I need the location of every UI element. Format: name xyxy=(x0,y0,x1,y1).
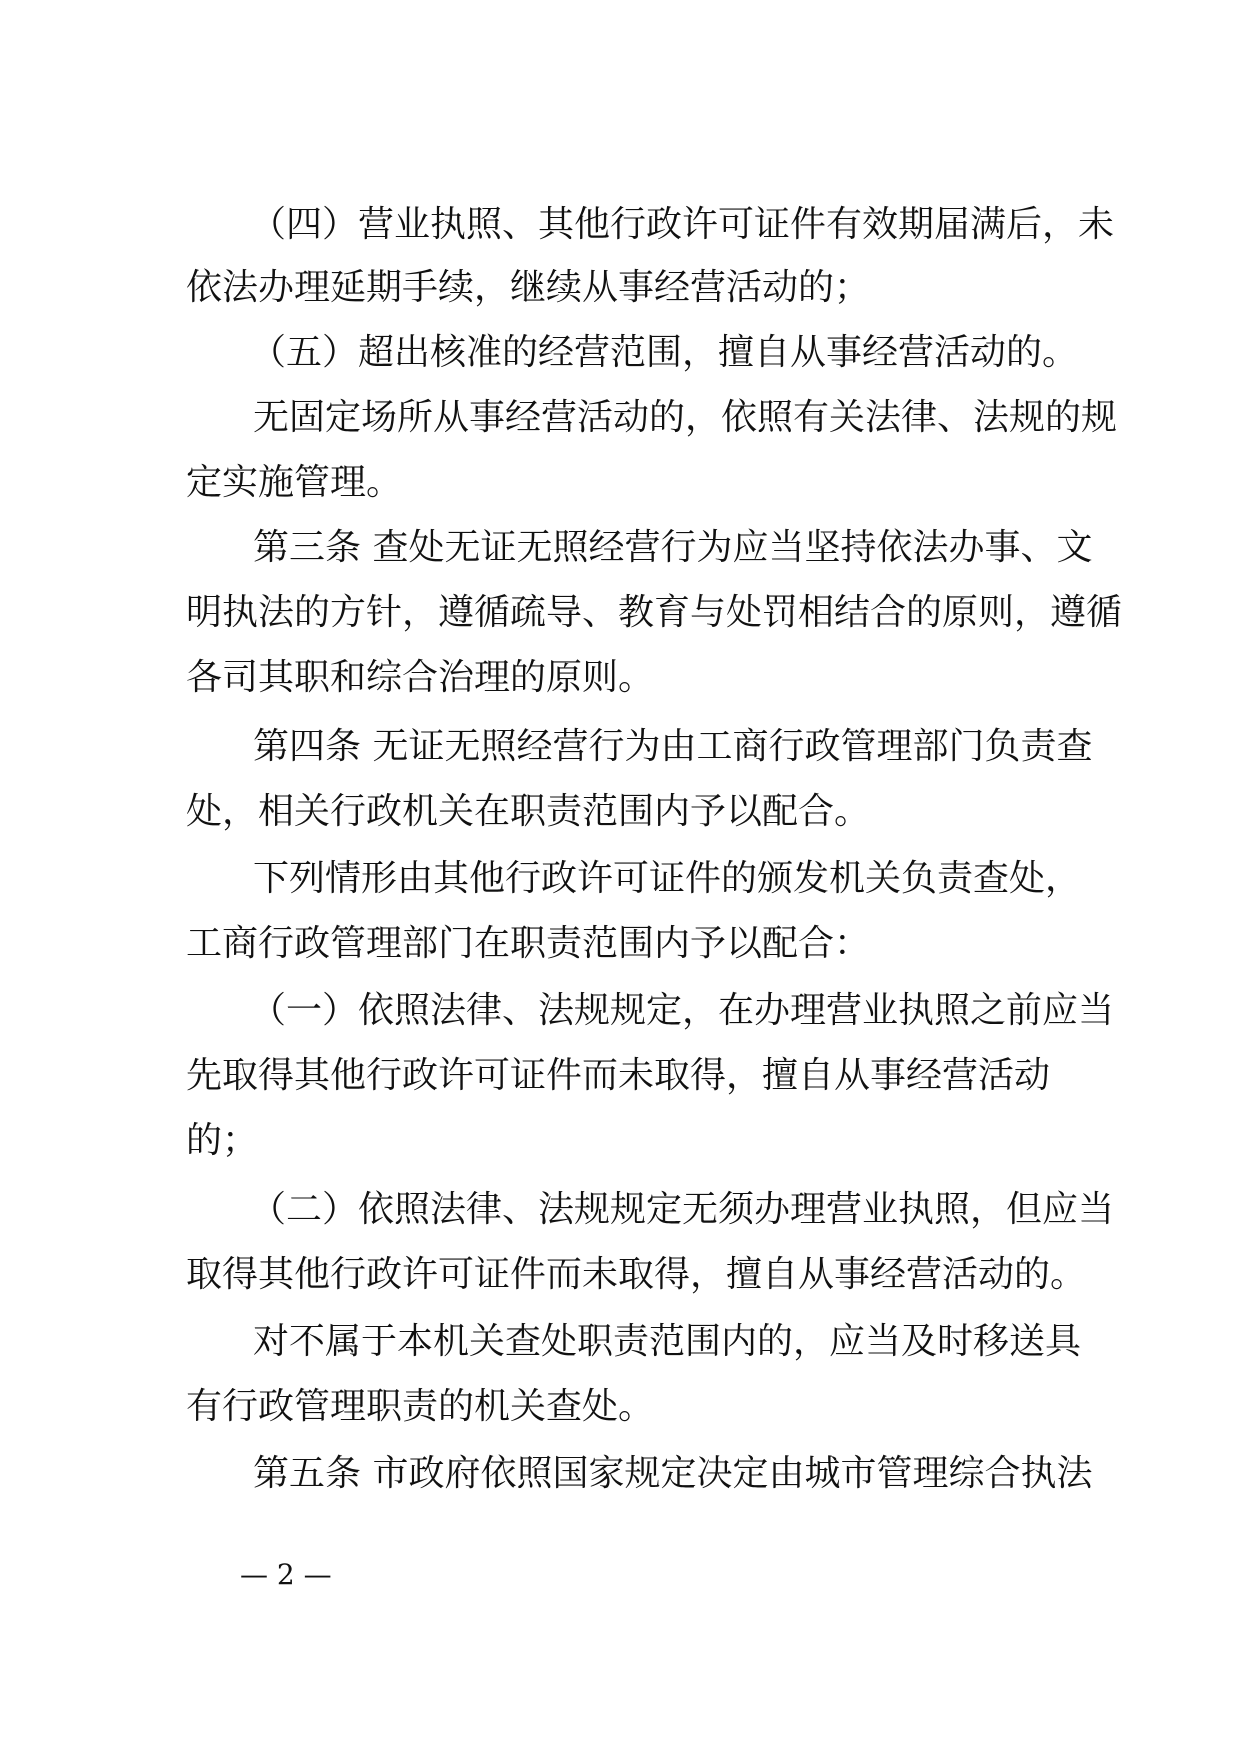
text-line-2: 依法办理延期手续，继续从事经营活动的； xyxy=(186,267,871,308)
text-line-18: 对不属于本机关查处职责范围内的，应当及时移送具 xyxy=(253,1321,1082,1362)
text-line-10: 处，相关行政机关在职责范围内予以配合。 xyxy=(186,791,871,832)
text-line-3: （五）超出核准的经营范围，擅自从事经营活动的。 xyxy=(250,332,1079,373)
text-line-9: 第四条 无证无照经营行为由工商行政管理部门负责查 xyxy=(253,726,1093,767)
text-line-13: （一）依照法律、法规规定，在办理营业执照之前应当 xyxy=(250,990,1115,1031)
text-line-12: 工商行政管理部门在职责范围内予以配合： xyxy=(186,923,871,964)
text-line-7: 明执法的方针，遵循疏导、教育与处罚相结合的原则，遵循 xyxy=(186,592,1123,633)
page-number: — 2 — xyxy=(240,1558,332,1591)
text-line-15: 的； xyxy=(186,1120,259,1161)
text-line-11: 下列情形由其他行政许可证件的颁发机关负责查处， xyxy=(253,858,1082,899)
text-line-14: 先取得其他行政许可证件而未取得，擅自从事经营活动 xyxy=(186,1055,1051,1096)
text-line-20: 第五条 市政府依照国家规定决定由城市管理综合执法 xyxy=(253,1453,1093,1494)
text-line-5: 定实施管理。 xyxy=(186,462,403,503)
text-line-19: 有行政管理职责的机关查处。 xyxy=(186,1386,655,1427)
text-line-6: 第三条 查处无证无照经营行为应当坚持依法办事、文 xyxy=(253,527,1093,568)
text-line-17: 取得其他行政许可证件而未取得，擅自从事经营活动的。 xyxy=(186,1254,1087,1295)
text-line-8: 各司其职和综合治理的原则。 xyxy=(186,657,655,698)
text-line-16: （二）依照法律、法规规定无须办理营业执照，但应当 xyxy=(250,1189,1115,1230)
text-line-1: （四）营业执照、其他行政许可证件有效期届满后，未 xyxy=(250,204,1115,245)
text-line-4: 无固定场所从事经营活动的，依照有关法律、法规的规 xyxy=(253,397,1118,438)
